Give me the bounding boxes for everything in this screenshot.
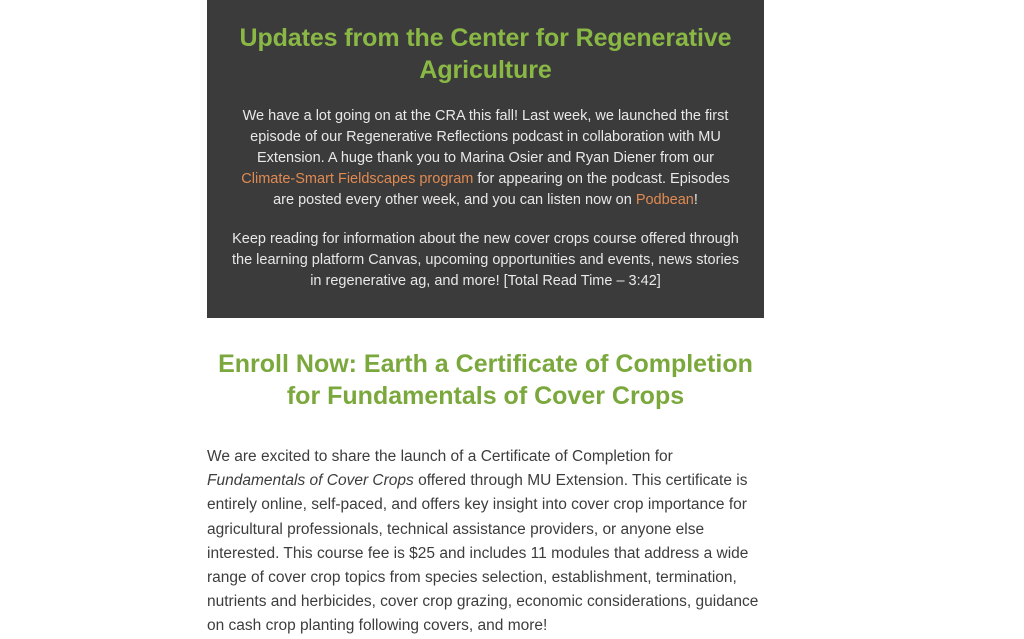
- hero-paragraph-1-text-mid: for appearing on the podcast. Episodes are posted every other week, and you can listen now on: [273, 171, 730, 209]
- content-column: [207, 0, 764, 639]
- section-body-post: offered through MU Extension. This certificate is entirely online, self-paced, and offers key insight into cover crop importance for agricultural professionals, technical assistance providers, or anyone else interested. This course fee is $25 and includes 11 modules that address a wide range of cover crop topics from species selection, establishment, termination, nutrients and herbicides, cover crop grazing, economic considerations, guidance on cash crop planting following covers, and more!: [207, 472, 759, 635]
- section-body-pre: We are excited to share the launch of a Certificate of Completion for: [207, 448, 673, 466]
- hero-block: [207, 0, 764, 318]
- podbean-link[interactable]: Podbean: [635, 192, 694, 209]
- section-title-cover-crops: Enroll Now: Earth a Certificate of Completion for Fundamentals of Cover Crops: [218, 350, 753, 411]
- hero-paragraph-1-text-post: !: [693, 192, 698, 209]
- section-body-paragraph: [207, 445, 764, 638]
- course-name-italic: Fundamentals of Cover Crops: [207, 472, 414, 490]
- hero-paragraph-2: Keep reading for information about the new cover crops course offered through the learning platform Canvas, upcoming opportunities and events, news stories in regenerative ag, and more! [Total Read Time – 3:42]: [232, 231, 739, 290]
- hero-title: Updates from the Center for Regenerative Agriculture: [239, 24, 732, 84]
- climate-smart-fieldscapes-link[interactable]: Climate-Smart Fieldscapes program: [241, 171, 474, 188]
- hero-paragraph-1-text-pre: We have a lot going on at the CRA this fall! Last week, we launched the first episode of our Regenerative Reflections podcast in collaboration with MU Extension. A huge thank you to Marina Osier and Ryan Diener from our: [242, 108, 729, 167]
- hero-paragraph-1: [231, 106, 740, 211]
